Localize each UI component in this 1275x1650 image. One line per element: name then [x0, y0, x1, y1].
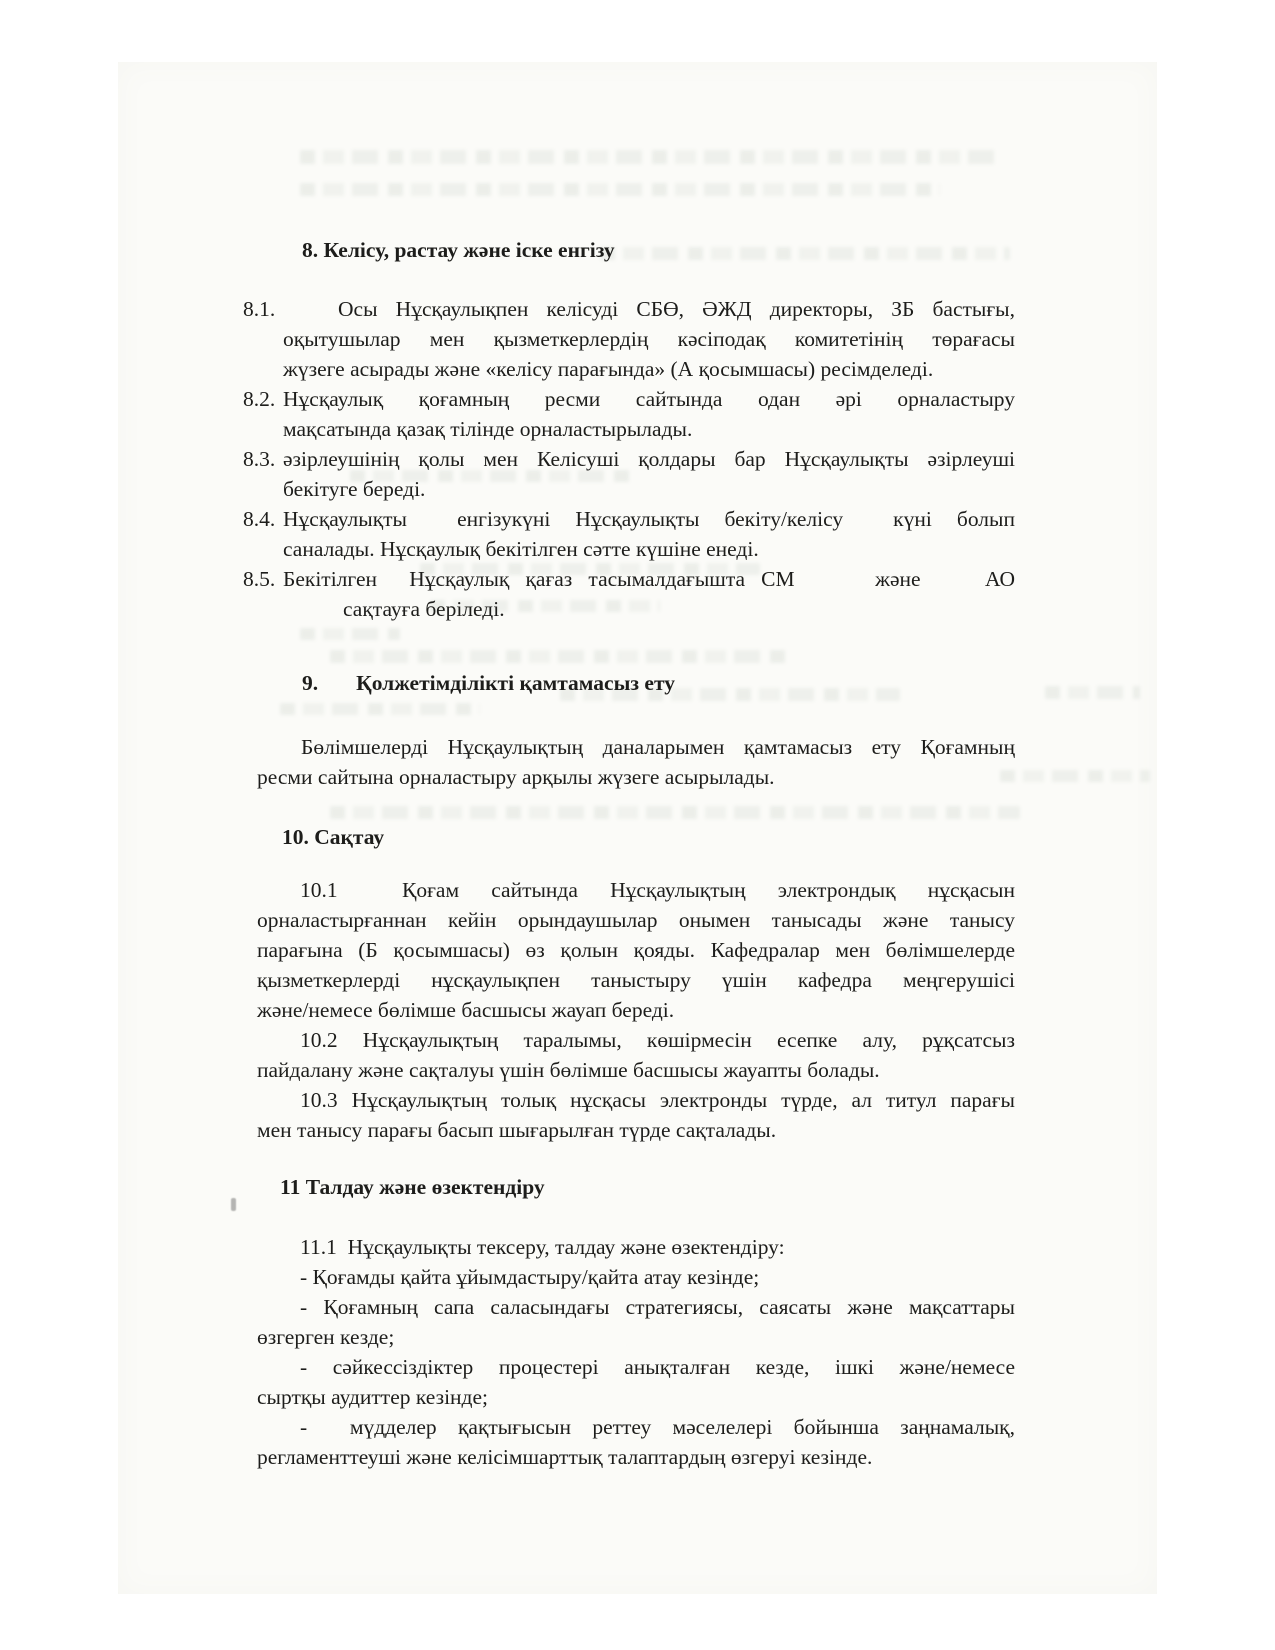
text-line: 11.1 Нұсқаулықты тексеру, талдау және өзектендіру:: [300, 1235, 785, 1259]
text-line: бекітуге береді.: [283, 477, 426, 501]
bleed-through-artifact: [300, 628, 400, 640]
text-line: Бекітілген Нұсқаулық қағаз тасымалдағышта СМ және АО: [283, 567, 1015, 591]
text-line: мен танысу парағы басып шығарылған түрде сақталады.: [257, 1118, 777, 1142]
list-item: [243, 564, 1015, 624]
text-line: 10.1 Қоғам сайтында Нұсқаулықтың электрондық нұсқасын: [300, 878, 1015, 902]
text-line: сақтауға беріледі.: [343, 597, 505, 621]
section-9-title: Қолжетімділікті қамтамасыз ету: [356, 671, 675, 695]
text-line: регламенттеуші және келісімшарттық талаптардың өзгеруі кезінде.: [257, 1445, 873, 1469]
paragraph-10-1: [257, 875, 1015, 1025]
text-line: мақсатында қазақ тілінде орналастырылады.: [283, 417, 693, 441]
text-line: - сәйкессіздіктер процестері анықталған кезде, ішкі және/немесе: [300, 1355, 1015, 1379]
paragraph-10-3: [257, 1085, 1015, 1145]
list-item: [243, 504, 1015, 564]
bleed-through-artifact: [280, 703, 480, 715]
text-line: жүзеге асырады және «келісу парағында» (А қосымшасы) ресімделеді.: [283, 357, 934, 381]
list-item: [243, 444, 1015, 504]
text-line: Осы Нұсқаулықпен келісуді СБӨ, ӘЖД директоры, ЗБ бастығы,: [338, 297, 1015, 321]
text-line: - мүдделер қақтығысын реттеу мәселелері бойынша заңнамалық,: [300, 1415, 1015, 1439]
item-number: 8.5.: [243, 567, 276, 591]
list-item: [243, 294, 1015, 384]
text-line: әзірлеушінің қолы мен Келісуші қолдары бар Нұсқаулықты әзірлеуші: [283, 447, 1015, 471]
section-9-paragraph: [257, 732, 1015, 792]
text-line: пайдалану және сақталуы үшін бөлімше басшысы жауапты болады.: [257, 1058, 880, 1082]
section-10-heading: 10. Сақтау: [282, 825, 385, 849]
section-8-numbered-list: [243, 294, 1015, 624]
text-line: оқытушылар мен қызметкерлердің кәсіподақ комитетінің төрағасы: [283, 327, 1015, 351]
text-line: өзгерген кезде;: [257, 1325, 395, 1349]
section-9-number: 9.: [302, 671, 319, 695]
bleed-through-artifact: [1045, 686, 1140, 699]
section-11-heading: 11 Талдау және өзектендіру: [280, 1175, 545, 1199]
text-line: сыртқы аудиттер кезінде;: [257, 1385, 489, 1409]
text-line: Бөлімшелерді Нұсқаулықтың даналарымен қамтамасыз ету Қоғамның: [301, 735, 1015, 759]
text-line: 10.2 Нұсқаулықтың таралымы, көшірмесін есепке алу, рұқсатсыз: [300, 1028, 1015, 1052]
text-line: парағына (Б қосымшасы) өз қолын қояды. Кафедралар мен бөлімшелерде: [257, 938, 1015, 962]
document-page: [118, 62, 1157, 1594]
scan-speck: [231, 1198, 236, 1211]
text-line: орналастырғаннан кейін орындаушылар онымен танысады және танысу: [257, 908, 1015, 932]
text-line: Нұсқаулықты енгізукүні Нұсқаулықты бекіту/келісу күні болып: [283, 507, 1015, 531]
bleed-through-artifact: [330, 806, 1020, 819]
list-item: [243, 384, 1015, 444]
text-line: саналады. Нұсқаулық бекітілген сәтте күшіне енеді.: [283, 537, 759, 561]
text-line: Нұсқаулық қоғамның ресми сайтында одан әрі орналастыру: [283, 387, 1015, 411]
item-number: 8.3.: [243, 447, 276, 471]
bleed-through-artifact: [300, 150, 1000, 164]
paragraph-11-1: [257, 1232, 1015, 1472]
text-line: және/немесе бөлімше басшысы жауап береді.: [257, 998, 675, 1022]
section-8-heading: 8. Келісу, растау және іске енгізу: [302, 238, 615, 262]
text-line: - Қоғамның сапа саласындағы стратегиясы, саясаты және мақсаттары: [300, 1295, 1015, 1319]
text-line: қызметкерлерді нұсқаулықпен таныстыру үшін кафедра меңгерушісі: [257, 968, 1015, 992]
text-line: 10.3 Нұсқаулықтың толық нұсқасы электронды түрде, ал титул парағы: [300, 1088, 1015, 1112]
bleed-through-artifact: [600, 247, 1010, 260]
item-number: 8.1.: [243, 297, 276, 321]
bleed-through-artifact: [330, 650, 790, 663]
text-line: - Қоғамды қайта ұйымдастыру/қайта атау кезінде;: [300, 1265, 760, 1289]
paragraph-10-2: [257, 1025, 1015, 1085]
bleed-through-artifact: [1000, 770, 1150, 782]
text-line: ресми сайтына орналастыру арқылы жүзеге асырылады.: [257, 765, 775, 789]
section-9-heading: [302, 668, 675, 698]
item-number: 8.2.: [243, 387, 276, 411]
item-number: 8.4.: [243, 507, 276, 531]
bleed-through-artifact: [300, 183, 940, 196]
